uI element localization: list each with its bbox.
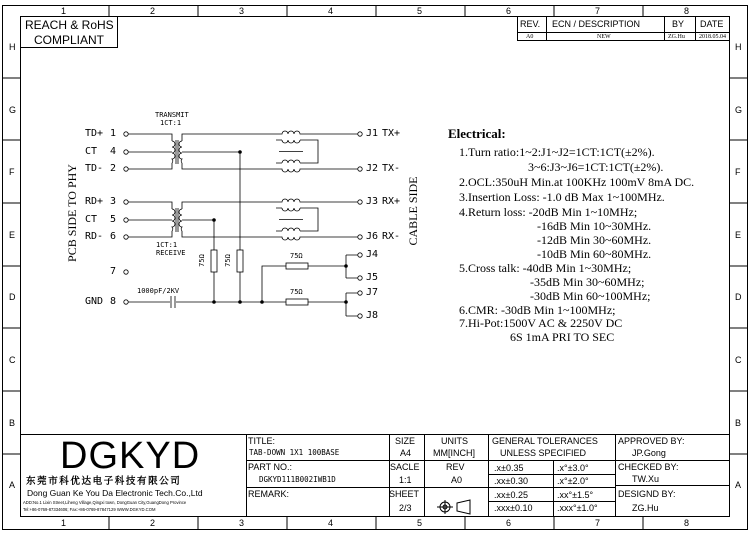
pin-name-td-minus: TD-: [85, 163, 104, 174]
resistor-h2-value: 75Ω: [290, 288, 303, 296]
capacitor-value: 1000pF/2KV: [137, 287, 180, 295]
tolerance-angular: .x°±3.0°: [557, 463, 589, 473]
row-label: B: [735, 418, 742, 428]
spec-line: 5.Cross talk: -40dB Min 1~30MHz;: [459, 261, 632, 275]
part-label: PART NO.:: [248, 462, 293, 472]
tx-primary-coil: [172, 141, 175, 163]
row-label: A: [735, 480, 742, 490]
col-label: 5: [417, 518, 423, 528]
pin-name-rd-minus: RD-: [85, 231, 104, 242]
rev-value: A0: [526, 34, 534, 40]
part-value: DGKYD111B002IWB1D: [259, 475, 336, 484]
resistor-v1: [211, 250, 217, 272]
spec-line: -16dB Min 10~30MHz.: [537, 219, 652, 233]
right-pin-circles: [358, 132, 362, 318]
spec-line: -10dB Min 60~80MHz.: [537, 247, 652, 261]
receive-ratio: 1CT:1: [156, 241, 178, 249]
pin-j6: J6: [366, 231, 379, 242]
sheet-label: SHEET: [389, 489, 420, 499]
td-minus-wire: [128, 163, 172, 169]
signal-tx-minus: TX-: [382, 163, 401, 174]
receive-label: RECEIVE: [156, 249, 186, 257]
tolerance-angular: .xx°±1.5°: [557, 490, 594, 500]
col-label: 7: [595, 518, 601, 528]
checked-label: CHECKED BY:: [618, 462, 679, 472]
ecn-value: NEW: [597, 34, 611, 40]
col-label: 6: [506, 518, 512, 528]
spec-line: -35dB Min 30~60MHz;: [530, 275, 645, 289]
row-label: G: [9, 105, 17, 115]
by-header: BY: [672, 19, 685, 29]
sheet-value: 2/3: [399, 503, 412, 513]
left-pin-circles: [124, 132, 128, 304]
row-label: D: [735, 292, 742, 302]
spec-line: 1.Turn ratio:1~2:J1~J2=1CT:1CT(±2%).: [459, 145, 655, 159]
checked-value: TW.Xu: [632, 474, 660, 484]
company-logo: DGKYD: [60, 435, 201, 477]
row-label: H: [735, 42, 742, 52]
tx-secondary-coil: [179, 141, 182, 163]
title-value: TAB-DOWN 1X1 100BASE: [249, 448, 340, 457]
company-address: ADD:No.1 Lixin Street,Liheng Village,Qingxi town, DongGuan City,GuangDong Province: [23, 500, 187, 505]
row-label: B: [9, 418, 16, 428]
row-label: E: [735, 230, 742, 240]
row-label: F: [735, 167, 741, 177]
signal-rx-minus: RX-: [382, 231, 401, 242]
spec-line: 3~6:J3~J6=1CT:1CT(±2%).: [528, 160, 664, 174]
transmit-label: TRANSMIT: [155, 111, 189, 119]
pin-number: 6: [110, 231, 117, 242]
tx-choke-top: [276, 131, 358, 134]
row-label: G: [735, 105, 743, 115]
pin-number: 2: [110, 163, 117, 174]
pin-number: 7: [110, 266, 117, 277]
rev-header: REV.: [520, 19, 541, 29]
col-label: 8: [684, 518, 690, 528]
tolerance-title: GENERAL TOLERANCES: [492, 436, 598, 446]
tolerance-linear: .xx±0.25: [494, 490, 528, 500]
pin-j5: J5: [366, 272, 379, 283]
col-label: 8: [684, 6, 690, 16]
tolerance-angular: .x°±2.0°: [557, 476, 589, 486]
units-value: MM[INCH]: [433, 448, 475, 458]
pcb-side-label: PCB SIDE TO PHY: [65, 164, 79, 262]
pin-number: 4: [110, 146, 117, 157]
col-label: 7: [595, 6, 601, 16]
pin-name-ct: CT: [85, 146, 98, 157]
pin-number: 8: [110, 296, 117, 307]
size-label: SIZE: [395, 436, 416, 446]
tx-choke-bottom: [276, 169, 358, 172]
company-name-en: Dong Guan Ke You Da Electronic Tech.Co.,Ltd: [27, 488, 203, 498]
tolerance-subtitle: UNLESS SPECIFIED: [500, 448, 587, 458]
col-label: 1: [61, 518, 67, 528]
pin-j1: J1: [366, 128, 379, 139]
col-label: 4: [328, 6, 334, 16]
resistor-v2-value: 75Ω: [223, 254, 232, 267]
pin-name-gnd: GND: [85, 296, 104, 307]
signal-rx-plus: RX+: [382, 196, 401, 207]
resistor-h1: [286, 263, 308, 269]
col-label: 2: [150, 6, 156, 16]
pin-j3: J3: [366, 196, 379, 207]
col-label: 4: [328, 518, 334, 528]
spec-line: 3.Insertion Loss: -1.0 dB Max 1~100MHz.: [459, 190, 665, 204]
pin-name-rd-plus: RD+: [85, 196, 104, 207]
electrical-title: Electrical:: [448, 126, 506, 141]
compliance-line-1: REACH & RoHS: [25, 18, 114, 32]
projection-symbol: [437, 500, 470, 514]
resistor-v2: [237, 250, 243, 272]
resistor-h1-value: 75Ω: [290, 252, 303, 260]
cable-side-label: CABLE SIDE: [406, 176, 420, 246]
pin-number: 1: [110, 128, 117, 139]
pin-j7: J7: [366, 287, 379, 298]
spec-line: 4.Return loss: -20dB Min 1~10MHz;: [459, 205, 638, 219]
pin-j2: J2: [366, 163, 379, 174]
signal-tx-plus: TX+: [382, 128, 401, 139]
row-label: D: [9, 292, 16, 302]
row-label: C: [735, 355, 742, 365]
rev-label: REV: [446, 462, 465, 472]
spec-line: -12dB Min 30~60MHz.: [537, 233, 652, 247]
scale-value: 1:1: [399, 475, 412, 485]
rev-value: A0: [451, 475, 463, 485]
pin-j4: J4: [366, 249, 379, 260]
designed-label: DESIGND BY:: [618, 489, 676, 499]
resistor-v1-value: 75Ω: [197, 254, 206, 267]
scale-label: SACLE: [390, 462, 420, 472]
pin-number: 5: [110, 214, 117, 225]
by-value: ZG.Hu: [668, 34, 685, 40]
tolerance-linear: .xxx±0.10: [494, 503, 533, 513]
designed-value: ZG.Hu: [632, 503, 659, 513]
tolerance-angular: .xxx°±1.0°: [557, 503, 598, 513]
spec-line: -30dB Min 60~100MHz;: [530, 289, 651, 303]
company-name-cn: 东莞市科优达电子科技有限公司: [26, 476, 182, 487]
transmit-ratio: 1CT:1: [160, 119, 182, 127]
tolerance-linear: .xx±0.30: [494, 476, 528, 486]
date-value: 2018.05.04: [699, 34, 726, 40]
units-label: UNITS: [441, 436, 468, 446]
col-label: 1: [61, 6, 67, 16]
col-label: 2: [150, 518, 156, 528]
pin-j8: J8: [366, 310, 379, 321]
pin-number: 3: [110, 196, 117, 207]
ecn-header: ECN / DESCRIPTION: [552, 19, 641, 29]
compliance-line-2: COMPLIANT: [34, 33, 105, 47]
size-value: A4: [400, 448, 412, 458]
col-label: 6: [506, 6, 512, 16]
approved-label: APPROVED BY:: [618, 436, 685, 446]
title-label: TITLE:: [248, 436, 276, 446]
row-label: A: [9, 480, 16, 490]
approved-value: JP.Gong: [632, 448, 666, 458]
col-label: 3: [239, 6, 245, 16]
rx-primary-coil: [172, 209, 175, 231]
remark-label: REMARK:: [248, 489, 290, 499]
row-label: E: [9, 230, 16, 240]
date-header: DATE: [700, 19, 724, 29]
col-label: 3: [239, 518, 245, 528]
spec-line: 7.Hi-Pot:1500V AC & 2250V DC: [459, 316, 623, 330]
row-label: C: [9, 355, 16, 365]
row-label: H: [9, 42, 16, 52]
pin-name-ct: CT: [85, 214, 98, 225]
spec-line: 6.CMR: -30dB Min 1~100MHz;: [459, 303, 616, 317]
spec-line: 2.OCL:350uH Min.at 100KHz 100mV 8mA DC.: [459, 175, 695, 189]
spec-line: 6S 1mA PRI TO SEC: [510, 330, 615, 344]
junction-dots: [212, 150, 348, 304]
resistor-h2: [286, 299, 308, 305]
row-label: F: [9, 167, 15, 177]
pin-name-td-plus: TD+: [85, 128, 104, 139]
td-plus-wire: [128, 134, 172, 141]
tolerance-linear: .x±0.35: [494, 463, 524, 473]
company-contact: Tel:+86-0769-87334606; Fax:+86-0769-87847129 WWW.DGKYD.COM: [23, 507, 156, 512]
col-label: 5: [417, 6, 423, 16]
rx-secondary-coil: [179, 209, 182, 231]
